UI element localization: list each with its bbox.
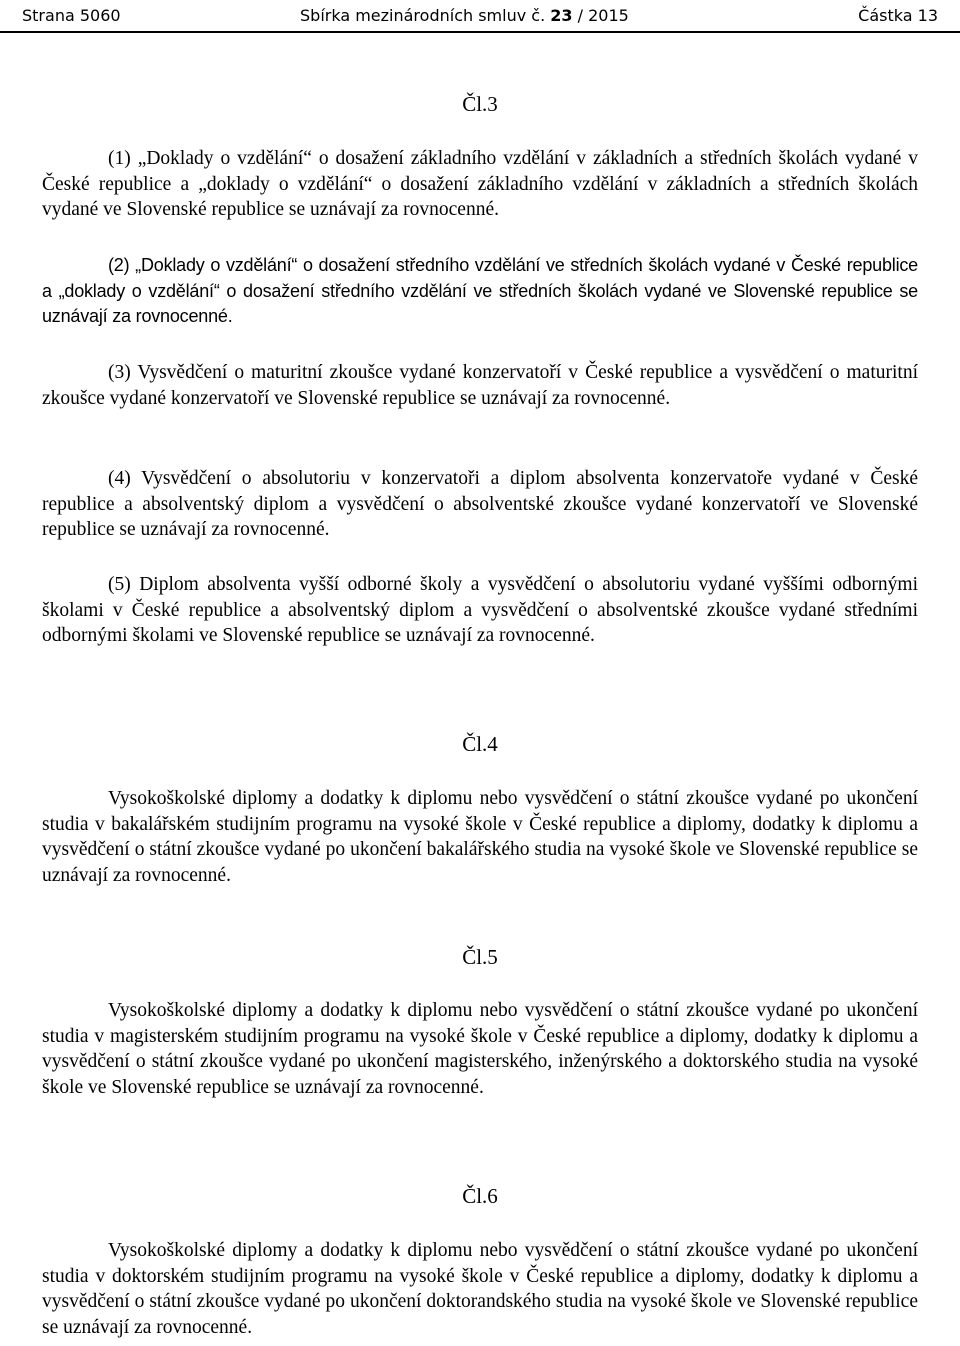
issue-number: 23: [550, 6, 573, 25]
article-5-paragraph: Vysokoškolské diplomy a dodatky k diplomu nebo vysvědčení o státní zkoušce vydané po ukončení studia v magisterském studijním programu na vysoké škole v České republice a diplomy, dodatky k diplomu a vysvědčení o státní zkoušce vydané po ukončení magisterského, inženýrského a doktorského studia na vysoké škole ve Slovenské republice se uznávají za rovnocenné.: [42, 1000, 918, 1098]
article-6-title: Čl.6: [462, 1184, 498, 1208]
article-3-paragraph-1: (1) „Doklady o vzdělání“ o dosažení základního vzdělání v základních a středních školách vydané v České republice a „doklady o vzdělání“ o dosažení základního vzdělání v základních a středních školách vydané ve Slovenské republice se uznávají za rovnocenné.: [42, 148, 918, 220]
article-3-paragraph-4: (4) Vysvědčení o absolutoriu v konzervatoři a diplom absolventa konzervatoře vydané v České republice a absolventský diplom a vysvědčení o absolventské zkoušce vydané konzervatoří ve Slovenské republice se uznávají za rovnocenné.: [42, 468, 918, 540]
article-3-paragraph-5: (5) Diplom absolventa vyšší odborné školy a vysvědčení o absolutoriu vydané vyššími odbornými školami v České republice a absolventský diplom a vysvědčení o absolventské zkoušce vydané středními odbornými školami ve Slovenské republice se uznávají za rovnocenné.: [42, 574, 918, 646]
header-divider: [0, 31, 960, 33]
article-6-paragraph: Vysokoškolské diplomy a dodatky k diplomu nebo vysvědčení o státní zkoušce vydané po ukončení studia v doktorském studijním programu na vysoké škole v České republice a diplomy, dodatky k diplomu a vysvědčení o státní zkoušce vydané po ukončení doktorandského studia na vysoké škole ve Slovenské republice se uznávají za rovnocenné.: [42, 1240, 918, 1338]
page-header: [0, 0, 960, 34]
article-3-paragraph-3: (3) Vysvědčení o maturitní zkoušce vydané konzervatoří v České republice a vysvědčení o maturitní zkoušce vydané konzervatoří ve Slovenské republice se uznávají za rovnocenné.: [42, 362, 918, 409]
part-number: Částka 13: [858, 6, 938, 25]
page-number: Strana 5060: [22, 6, 121, 25]
article-4-paragraph: Vysokoškolské diplomy a dodatky k diplomu nebo vysvědčení o státní zkoušce vydané po ukončení studia v bakalářském studijním programu na vysoké škole v České republice a diplomy, dodatky k diplomu a vysvědčení o státní zkoušce vydané po ukončení bakalářského studia na vysoké škole ve Slovenské republice se uznávají za rovnocenné.: [42, 788, 918, 886]
collection-title: [300, 6, 629, 25]
article-5-title: Čl.5: [462, 945, 498, 969]
issue-year: / 2015: [572, 6, 629, 25]
collection-prefix: Sbírka mezinárodních smluv č.: [300, 6, 551, 25]
article-3-title: Čl.3: [462, 92, 498, 116]
article-3-paragraph-2: (2) „Doklady o vzdělání“ o dosažení středního vzdělání ve středních školách vydané v České republice a „doklady o vzdělání“ o dosažení středního vzdělání ve středních školách vydané ve Slovenské republice se uznávají za rovnocenné.: [42, 255, 918, 326]
article-4-title: Čl.4: [462, 732, 498, 756]
